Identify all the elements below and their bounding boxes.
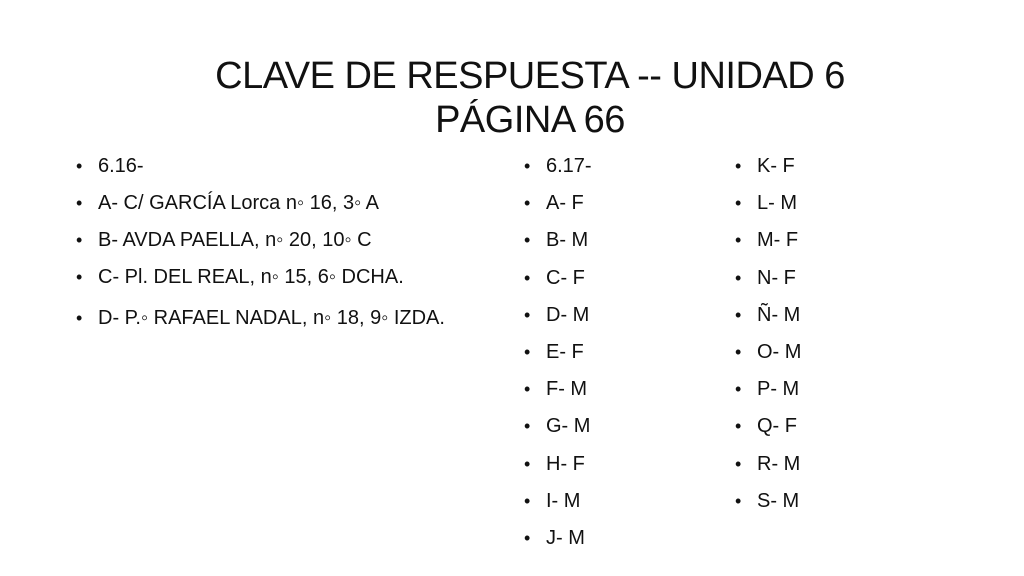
list-item: • B- M: [524, 228, 684, 265]
list-item: • D- P.◦ RAFAEL NADAL, n◦ 18, 9◦ IZDA.: [76, 306, 476, 366]
list-item: • A- F: [524, 191, 684, 228]
list-item: • H- F: [524, 452, 684, 489]
list-item: • S- M: [735, 489, 895, 526]
list-item: • Q- F: [735, 414, 895, 451]
list-item: • A- C/ GARCÍA Lorca n◦ 16, 3◦ A: [76, 191, 476, 228]
list-item: • C- F: [524, 266, 684, 303]
answers-6-16-list: [76, 154, 476, 366]
list-item: • I- M: [524, 489, 684, 526]
list-item: • R- M: [735, 452, 895, 489]
list-item: • B- AVDA PAELLA, n◦ 20, 10◦ C: [76, 228, 476, 265]
slide-title: [130, 54, 930, 142]
list-item: • F- M: [524, 377, 684, 414]
list-item: • K- F: [735, 154, 895, 191]
list-item: • D- M: [524, 303, 684, 340]
title-line-1: CLAVE DE RESPUESTA -- UNIDAD 6: [215, 55, 845, 97]
title-line-2: PÁGINA 66: [435, 99, 625, 141]
list-item: • E- F: [524, 340, 684, 377]
list-item: • G- M: [524, 414, 684, 451]
list-item: • L- M: [735, 191, 895, 228]
answers-6-17-continued-list: [735, 154, 895, 526]
list-item: • Ñ- M: [735, 303, 895, 340]
list-item: • O- M: [735, 340, 895, 377]
list-item: • C- Pl. DEL REAL, n◦ 15, 6◦ DCHA.: [76, 265, 476, 302]
list-item: • J- M: [524, 526, 684, 563]
list-item: • N- F: [735, 266, 895, 303]
list-item: • 6.17-: [524, 154, 684, 191]
list-item: • 6.16-: [76, 154, 476, 191]
list-item: • M- F: [735, 228, 895, 265]
answers-6-17-list: [524, 154, 684, 563]
list-item: • P- M: [735, 377, 895, 414]
